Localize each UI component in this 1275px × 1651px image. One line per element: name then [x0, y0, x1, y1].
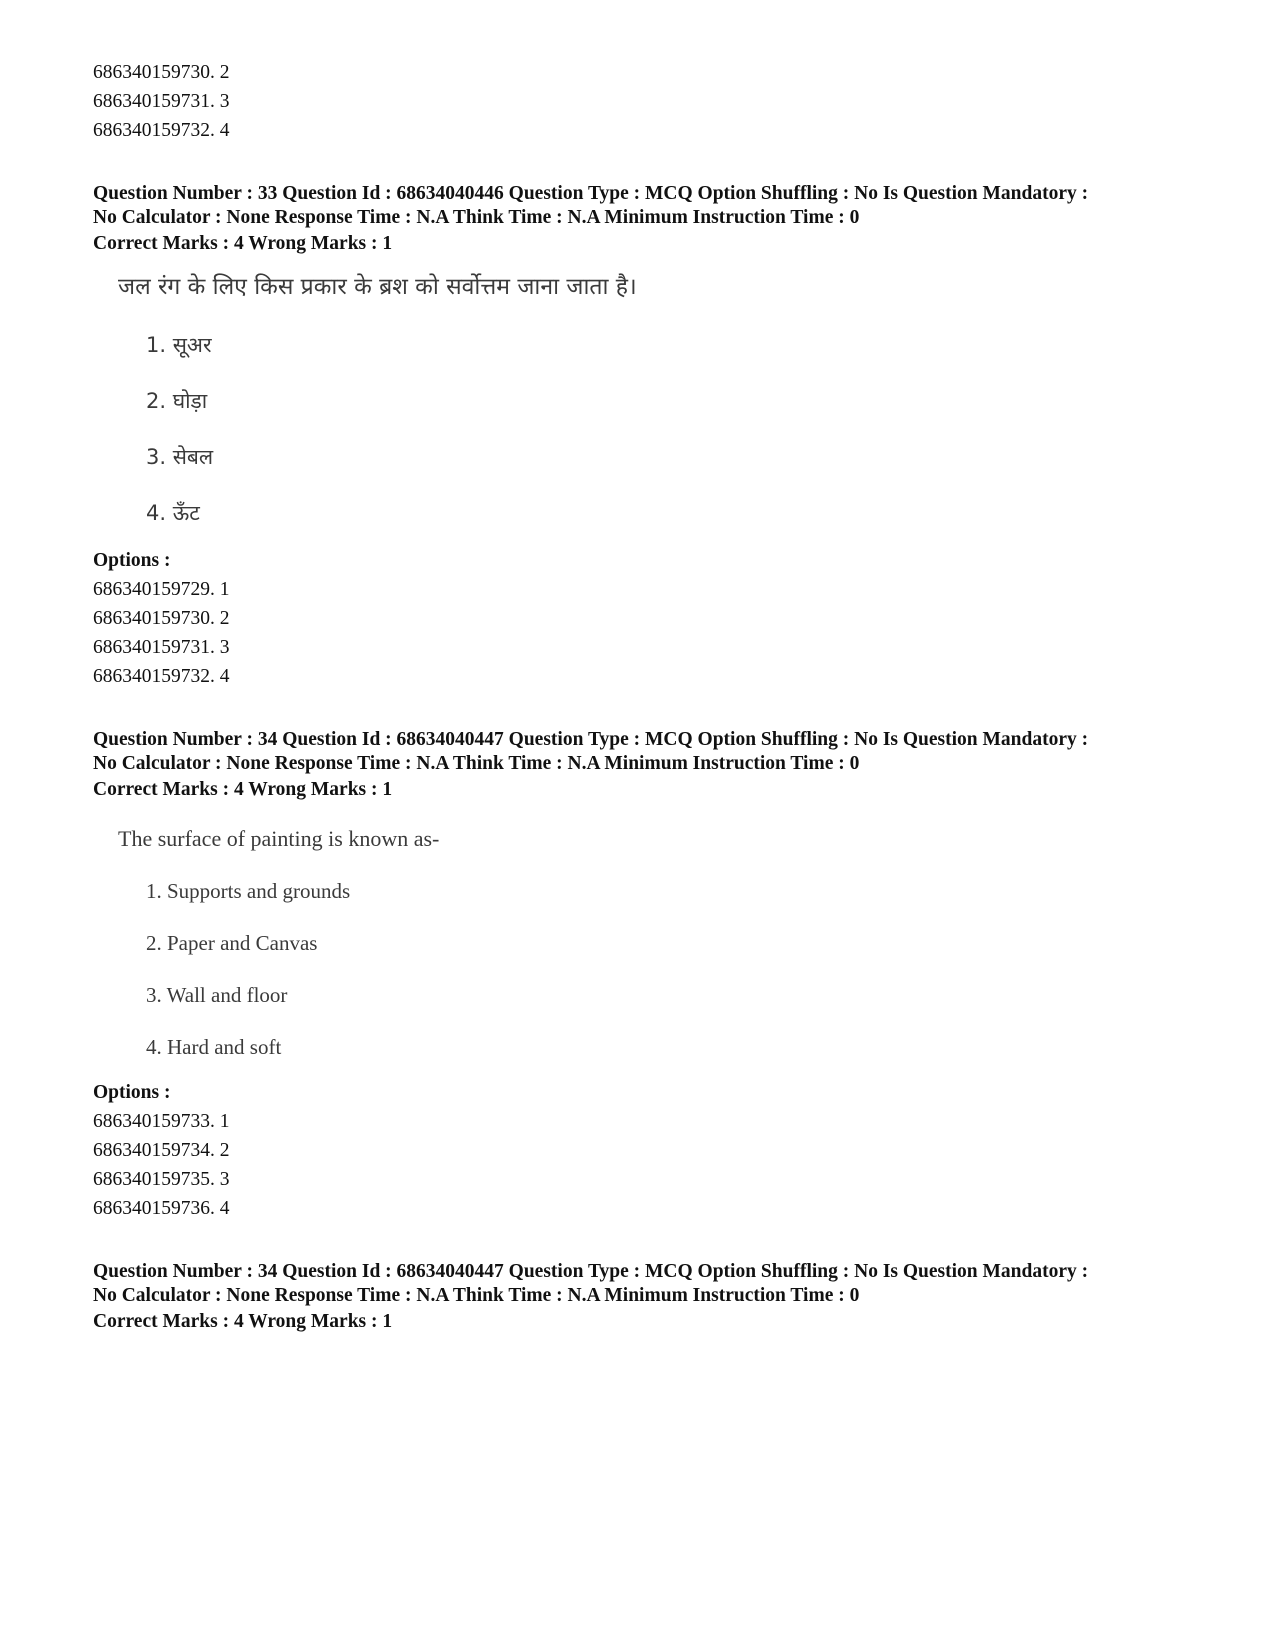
option-line: 686340159730. 2 [93, 608, 230, 629]
choice-2: 2. Paper and Canvas [146, 931, 318, 955]
options-label: Options : [93, 550, 171, 571]
question-header-line1: Question Number : 34 Question Id : 68634040447 Question Type : MCQ Option Shuffling : No Is Question Mandatory : [93, 1261, 1089, 1282]
option-line: 686340159735. 3 [93, 1169, 230, 1190]
question-34-repeat [93, 1260, 1213, 1336]
question-header-line2: No Calculator : None Response Time : N.A Think Time : N.A Minimum Instruction Time : 0 [93, 207, 860, 228]
choice-2: 2. घोड़ा [146, 389, 208, 413]
choice-4: 4. ऊँट [146, 501, 200, 525]
option-line: 686340159731. 3 [93, 91, 230, 112]
option-line: 686340159732. 4 [93, 120, 230, 141]
option-line: 686340159732. 4 [93, 666, 230, 687]
choice-3: 3. Wall and floor [146, 983, 288, 1007]
question-header-line2: No Calculator : None Response Time : N.A Think Time : N.A Minimum Instruction Time : 0 [93, 1285, 860, 1306]
question-image [118, 272, 1213, 528]
option-line: 686340159734. 2 [93, 1140, 230, 1161]
question-marks: Correct Marks : 4 Wrong Marks : 1 [93, 233, 393, 254]
top-options-list [93, 58, 1213, 145]
question-marks: Correct Marks : 4 Wrong Marks : 1 [93, 1311, 393, 1332]
question-text: जल रंग के लिए किस प्रकार के ब्रश को सर्वोत्तम जाना जाता है। [118, 274, 637, 300]
question-header-line1: Question Number : 33 Question Id : 68634040446 Question Type : MCQ Option Shuffling : No Is Question Mandatory : [93, 183, 1089, 204]
option-line: 686340159731. 3 [93, 637, 230, 658]
question-image [118, 824, 1213, 1062]
document-page [93, 58, 1213, 1336]
question-34 [93, 728, 1213, 1223]
question-header-line2: No Calculator : None Response Time : N.A Think Time : N.A Minimum Instruction Time : 0 [93, 753, 860, 774]
choice-1: 1. Supports and grounds [146, 879, 351, 903]
option-line: 686340159733. 1 [93, 1111, 230, 1132]
choice-4: 4. Hard and soft [146, 1035, 282, 1059]
choice-3: 3. सेबल [146, 445, 214, 469]
option-line: 686340159730. 2 [93, 62, 230, 83]
option-line: 686340159729. 1 [93, 579, 230, 600]
question-text: The surface of painting is known as- [118, 826, 440, 851]
options-label: Options : [93, 1082, 171, 1103]
question-header-line1: Question Number : 34 Question Id : 68634040447 Question Type : MCQ Option Shuffling : No Is Question Mandatory : [93, 729, 1089, 750]
option-line: 686340159736. 4 [93, 1198, 230, 1219]
question-marks: Correct Marks : 4 Wrong Marks : 1 [93, 779, 393, 800]
choice-1: 1. सूअर [146, 333, 212, 357]
question-33 [93, 182, 1213, 691]
